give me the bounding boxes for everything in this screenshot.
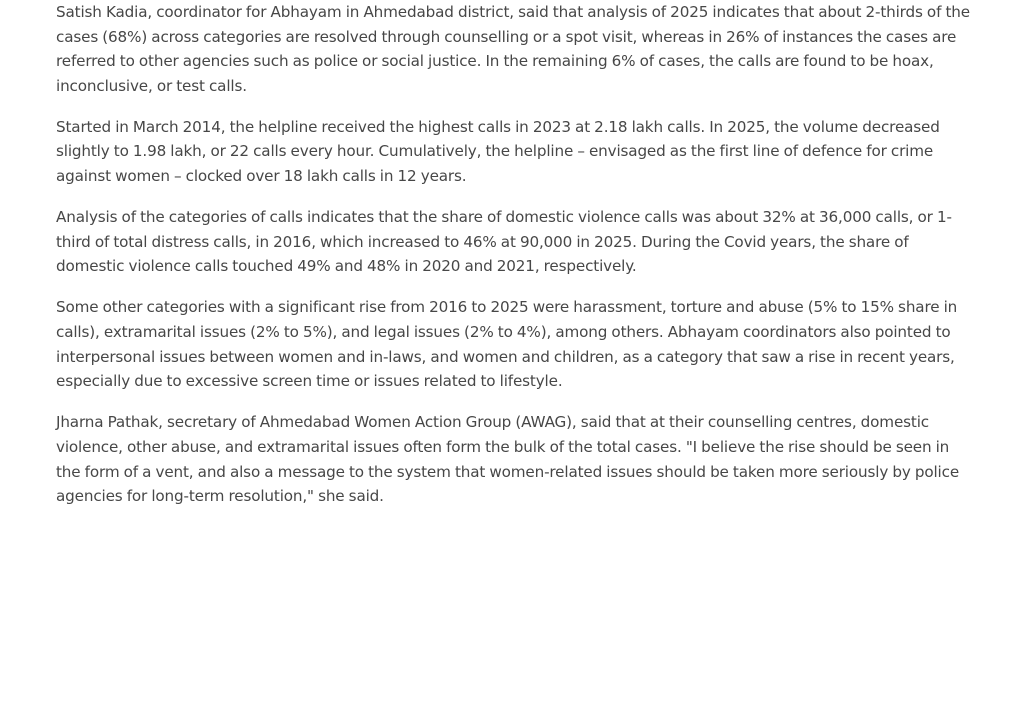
- paragraph-domestic-violence-share: Analysis of the categories of calls indicates that the share of domestic violence calls was about 32% at 36,000 calls, or 1-third of total distress calls, in 2016, which increased to 46% at 90,000 in 2025. During the Covid years, the share of domestic violence calls touched 49% and 48% in 2020 and 2021, respectively.: [56, 208, 952, 276]
- paragraph-awag-quote: Jharna Pathak, secretary of Ahmedabad Women Action Group (AWAG), said that at their counselling centres, domestic violence, other abuse, and extramarital issues often form the bulk of the total cases. "I believe the rise should be seen in the form of a vent, and also a message to the system that women-related issues should be taken more seriously by police agencies for long-term resolution," she said.: [56, 413, 960, 506]
- paragraph-helpline-volume: Started in March 2014, the helpline received the highest calls in 2023 at 2.18 lakh calls. In 2025, the volume decreased slightly to 1.98 lakh, or 22 calls every hour. Cumulatively, the helpline – envisaged as the first line of defence for crime against women – clocked over 18 lakh calls in 12 years.: [56, 117, 940, 186]
- article-body: [56, 0, 972, 525]
- paragraph-resolution-stats: Satish Kadia, coordinator for Abhayam in Ahmedabad district, said that analysis of 2025 indicates that about 2-thirds of the cases (68%) across categories are resolved through counselling or a spot visit, whereas in 26% of instances the cases are referred to other agencies such as police or social justice. In the remaining 6% of cases, the calls are found to be hoax, inconclusive, or test calls.: [56, 3, 970, 95]
- paragraph-other-categories: Some other categories with a significant rise from 2016 to 2025 were harassment, torture and abuse (5% to 15% share in calls), extramarital issues (2% to 5%), and legal issues (2% to 4%), among others. Abhayam coordinators also pointed to interpersonal issues between women and in-laws, and women and children, as a category that saw a rise in recent years, especially due to excessive screen time or issues related to lifestyle.: [56, 298, 958, 391]
